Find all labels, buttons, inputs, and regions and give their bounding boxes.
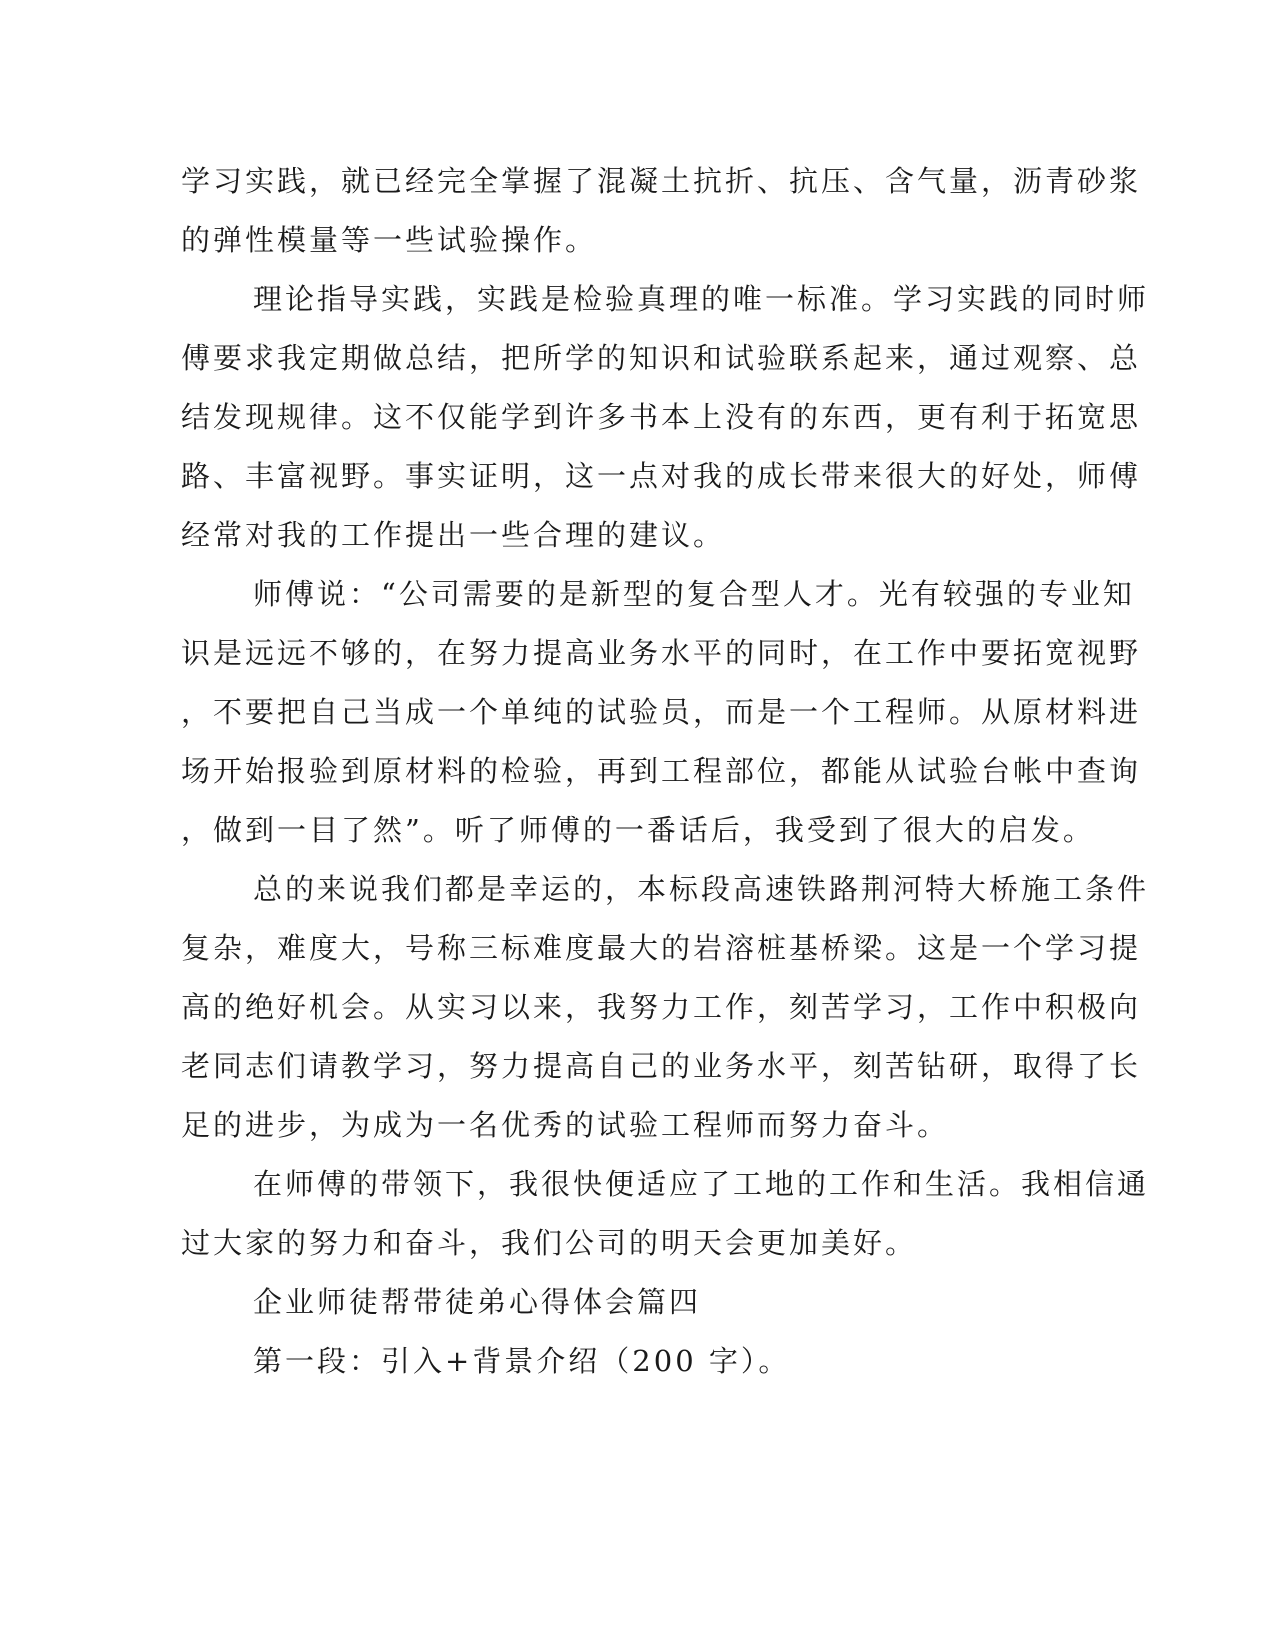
text-line-1: 学习实践，就已经完全掌握了混凝土抗折、抗压、含气量，沥青砂浆	[181, 164, 1142, 198]
text-line-8: 师傅说：“公司需要的是新型的复合型人才。光有较强的专业知	[253, 577, 1135, 611]
text-line-14: 复杂，难度大，号称三标难度最大的岩溶桩基桥梁。这是一个学习提	[181, 931, 1142, 965]
text-line-12: ，做到一目了然”。听了师傅的一番话后，我受到了很大的启发。	[181, 813, 1095, 847]
text-line-9: 识是远远不够的，在努力提高业务水平的同时，在工作中要拓宽视野	[181, 636, 1142, 670]
text-line-3: 理论指导实践，实践是检验真理的唯一标准。学习实践的同时师	[253, 282, 1150, 316]
section-heading: 企业师徒帮带徒弟心得体会篇四	[253, 1285, 702, 1319]
text-line-4: 傅要求我定期做总结，把所学的知识和试验联系起来，通过观察、总	[181, 341, 1142, 375]
text-line-17: 足的进步，为成为一名优秀的试验工程师而努力奋斗。	[181, 1108, 950, 1142]
text-line-11: 场开始报验到原材料的检验，再到工程部位，都能从试验台帐中查询	[181, 754, 1142, 788]
text-line-21: 第一段：引入+背景介绍（200 字）。	[253, 1344, 791, 1378]
text-line-7: 经常对我的工作提出一些合理的建议。	[181, 518, 726, 552]
text-line-2: 的弹性模量等一些试验操作。	[181, 223, 598, 257]
text-line-6: 路、丰富视野。事实证明，这一点对我的成长带来很大的好处，师傅	[181, 459, 1142, 493]
text-line-13: 总的来说我们都是幸运的，本标段高速铁路荆河特大桥施工条件	[253, 872, 1150, 906]
text-line-16: 老同志们请教学习，努力提高自己的业务水平，刻苦钻研，取得了长	[181, 1049, 1142, 1083]
text-line-10: ，不要把自己当成一个单纯的试验员，而是一个工程师。从原材料进	[181, 695, 1142, 729]
text-line-19: 过大家的努力和奋斗，我们公司的明天会更加美好。	[181, 1226, 918, 1260]
text-line-15: 高的绝好机会。从实习以来，我努力工作，刻苦学习，工作中积极向	[181, 990, 1142, 1024]
text-line-18: 在师傅的带领下，我很快便适应了工地的工作和生活。我相信通	[253, 1167, 1150, 1201]
text-line-5: 结发现规律。这不仅能学到许多书本上没有的东西，更有利于拓宽思	[181, 400, 1142, 434]
